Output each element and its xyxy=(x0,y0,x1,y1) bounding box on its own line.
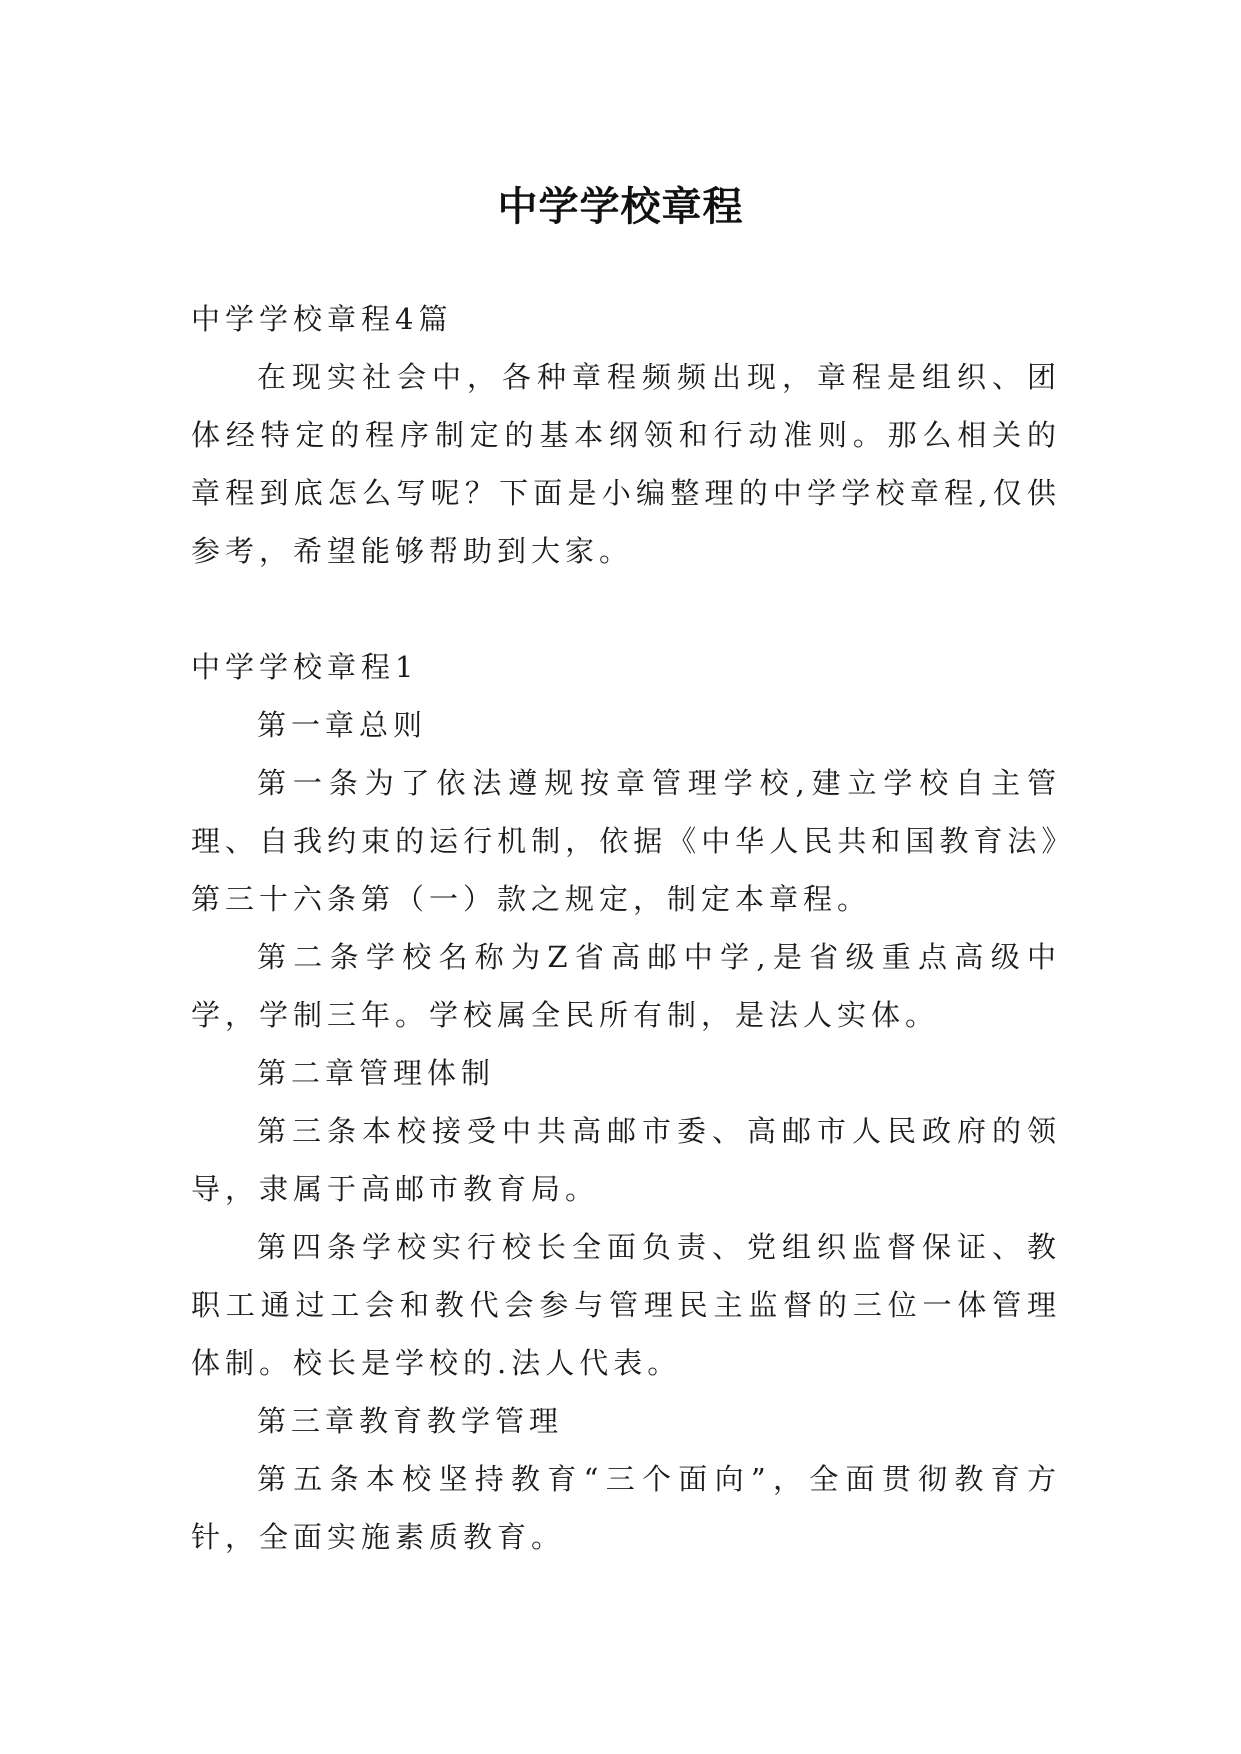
article-paragraph: 第一条为了依法遵规按章管理学校,建立学校自主管理、自我约束的运行机制，依据《中华人民共和国教育法》第三十六条第（一）款之规定，制定本章程。 xyxy=(191,766,1061,916)
document-title: 中学学校章程 xyxy=(497,183,744,230)
document-body xyxy=(191,290,1061,1566)
chapter-heading: 第一章总则 xyxy=(257,708,428,742)
chapter-heading: 第三章教育教学管理 xyxy=(257,1404,564,1438)
article-paragraph: 第五条本校坚持教育“三个面向”，全面贯彻教育方针，全面实施素质教育。 xyxy=(191,1462,1061,1554)
article-paragraph: 第二条学校名称为Z省高邮中学,是省级重点高级中学，学制三年。学校属全民所有制，是法人实体。 xyxy=(191,940,1061,1032)
article-paragraph: 第三条本校接受中共高邮市委、高邮市人民政府的领导，隶属于高邮市教育局。 xyxy=(191,1114,1061,1206)
subtitle-paragraph: 中学学校章程4篇 xyxy=(191,302,453,336)
section-heading: 中学学校章程1 xyxy=(191,650,419,684)
article-paragraph: 第四条学校实行校长全面负责、党组织监督保证、教职工通过工会和教代会参与管理民主监督的三位一体管理体制。校长是学校的.法人代表。 xyxy=(191,1230,1061,1380)
chapter-heading: 第二章管理体制 xyxy=(257,1056,496,1090)
intro-paragraph: 在现实社会中，各种章程频频出现，章程是组织、团体经特定的程序制定的基本纲领和行动准则。那么相关的章程到底怎么写呢？下面是小编整理的中学学校章程,仅供参考，希望能够帮助到大家。 xyxy=(191,360,1061,568)
